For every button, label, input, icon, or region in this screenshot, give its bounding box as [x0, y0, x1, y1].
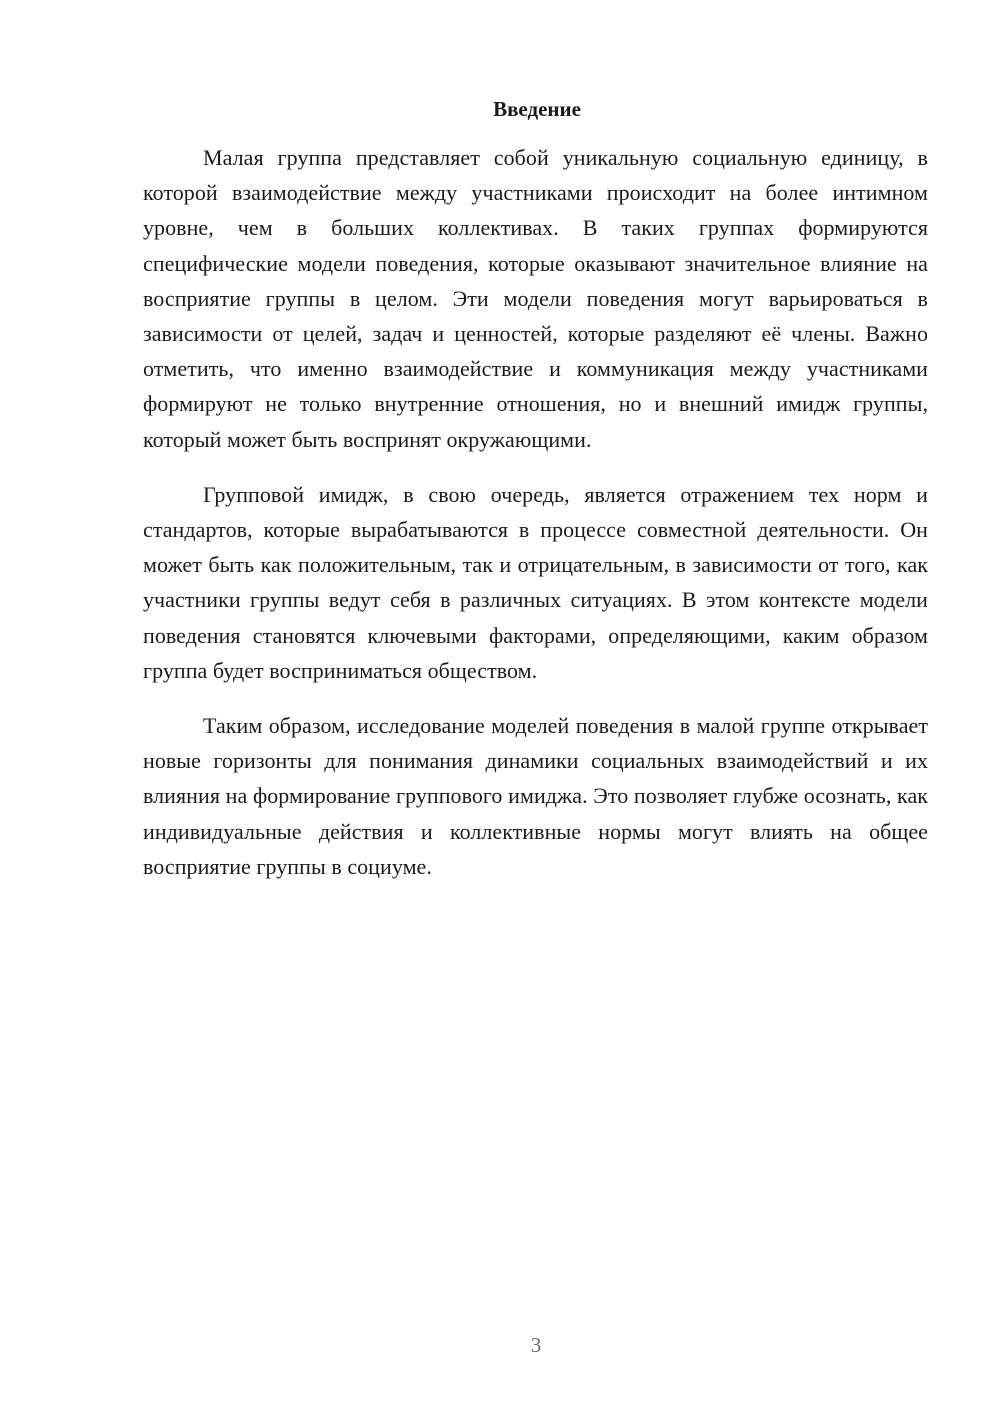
- paragraph-2: Групповой имидж, в свою очередь, является отражением тех норм и стандартов, которые вырабатываются в процессе совместной деятельности. Он может быть как положительным, так и отрицательным, в зависимости от того, как участники группы ведут себя в различных ситуациях. В этом контексте модели поведения становятся ключевыми факторами, определяющими, каким образом группа будет восприниматься обществом.: [143, 481, 928, 683]
- section-heading: Введение: [493, 97, 581, 121]
- paragraph-1: Малая группа представляет собой уникальную социальную единицу, в которой взаимодействие между участниками происходит на более интимном уровне, чем в больших коллективах. В таких группах формируются специфические модели поведения, которые оказывают значительное влияние на восприятие группы в целом. Эти модели поведения могут варьироваться в зависимости от целей, задач и ценностей, которые разделяют её члены. Важно отметить, что именно взаимодействие и коммуникация между участниками формируют не только внутренние отношения, но и внешний имидж группы, который может быть воспринят окружающими.: [143, 145, 928, 452]
- paragraph-3: Таким образом, исследование моделей поведения в малой группе открывает новые горизонты для понимания динамики социальных взаимодействий и их влияния на формирование группового имиджа. Это позволяет глубже осознать, как индивидуальные действия и коллективные нормы могут влиять на общее восприятие группы в социуме.: [143, 713, 928, 879]
- page-number: 3: [530, 1333, 542, 1357]
- page-content: [143, 92, 928, 884]
